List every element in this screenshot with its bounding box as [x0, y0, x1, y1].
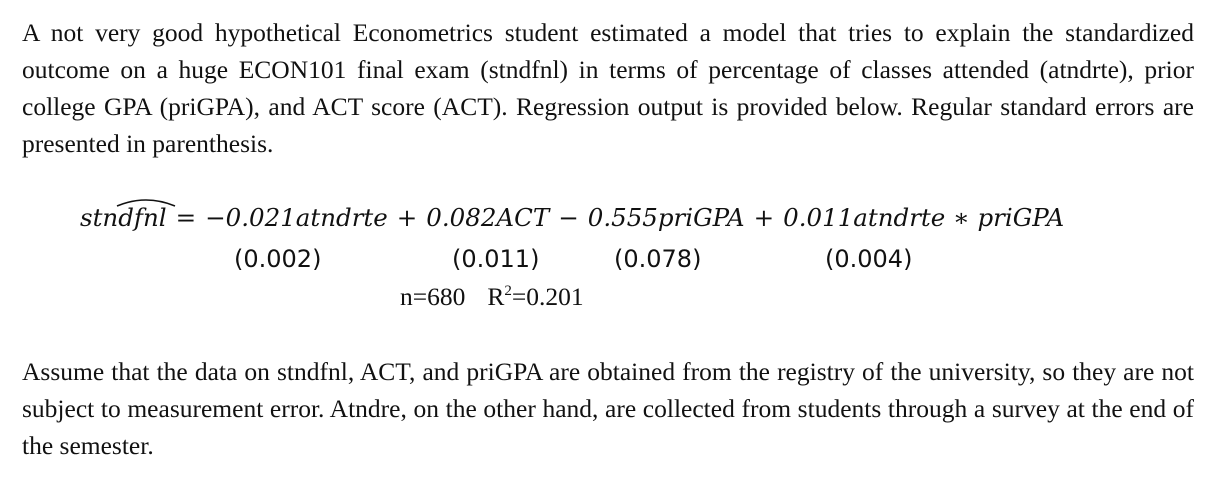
std-error-prigpa: (0.078)	[614, 245, 702, 273]
regression-stats	[400, 282, 584, 312]
closing-paragraph: Assume that the data on stndfnl, ACT, and priGPA are obtained from the registry of the university, so they are not subject to measurement error. Atndre, on the other hand, are collected from students through a survey at the end of the semester.	[22, 357, 1194, 460]
dependent-variable: stndfnl	[80, 203, 167, 232]
term-atndrte: −0.021atndrte	[205, 203, 388, 232]
term-prigpa: 0.555priGPA	[587, 203, 745, 232]
dependent-variable-hat	[80, 203, 167, 232]
hat-accent-icon	[116, 197, 176, 207]
term-act: 0.082ACT	[426, 203, 550, 232]
minus-sign: −	[558, 203, 579, 232]
std-error-act: (0.011)	[452, 245, 540, 273]
plus-sign-1: +	[396, 203, 418, 232]
r-squared-superscript: 2	[504, 283, 512, 299]
std-error-interaction: (0.004)	[825, 245, 913, 273]
sample-size: n=680	[400, 282, 466, 311]
equals-sign: =	[175, 203, 197, 232]
regression-equation	[80, 203, 1064, 232]
plus-sign-2: +	[753, 203, 775, 232]
intro-paragraph: A not very good hypothetical Econometrics student estimated a model that tries to explain the standardized outcome on a huge ECON101 final exam (stndfnl) in terms of percentage of classes attended (atndrte), prior college GPA (priGPA), and ACT score (ACT). Regression output is provided below. Regular standard errors are presented in parenthesis.	[22, 18, 1194, 158]
r-squared-label: R	[487, 282, 505, 311]
std-error-atndrte: (0.002)	[234, 245, 322, 273]
term-interaction: 0.011atndrte ∗ priGPA	[783, 203, 1065, 232]
r-squared-value: =0.201	[511, 282, 584, 311]
